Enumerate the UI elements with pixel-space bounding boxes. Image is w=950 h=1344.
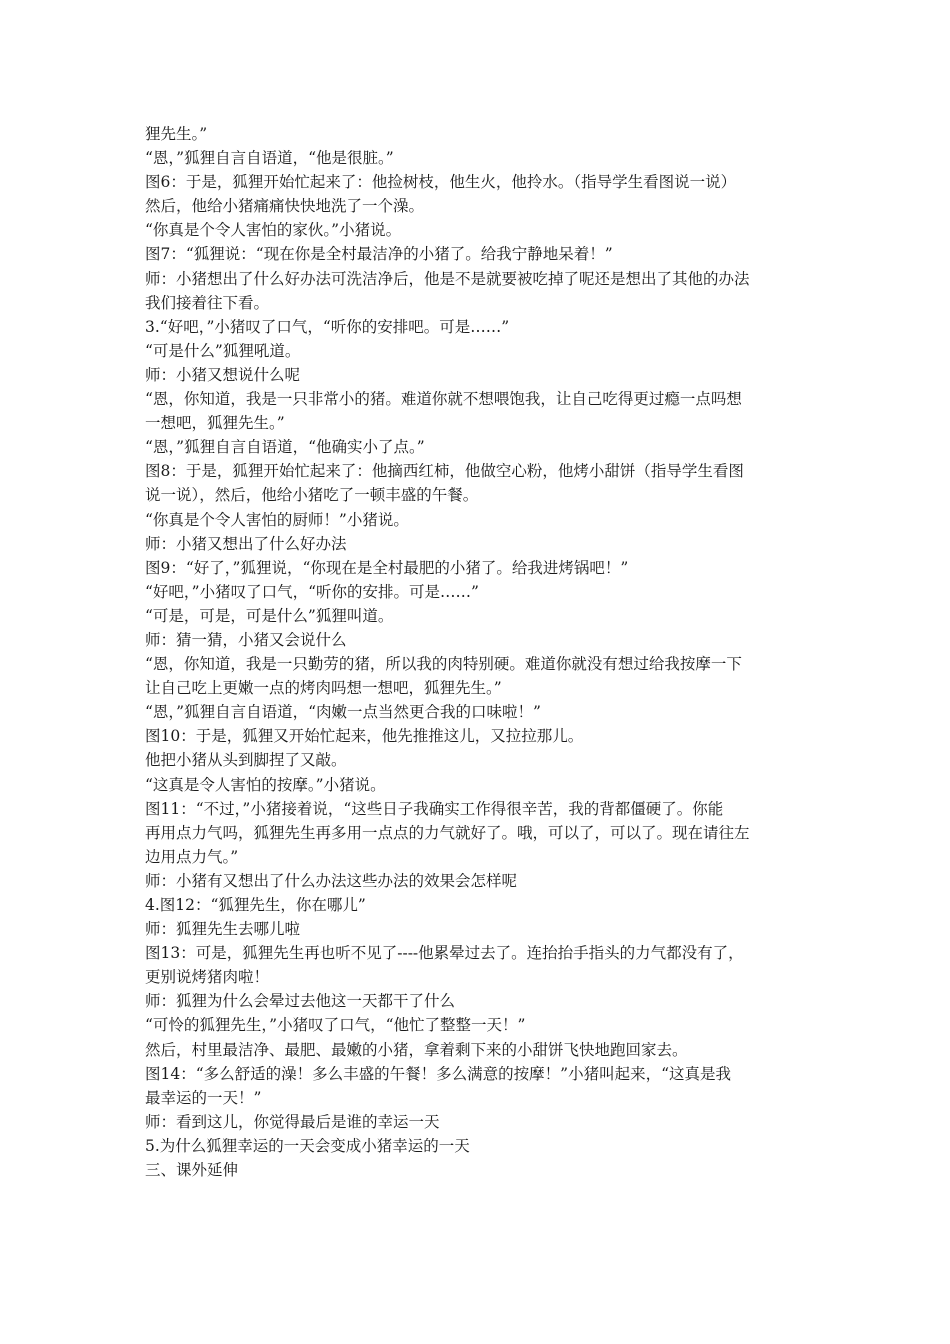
text-line: “恩，”狐狸自言自语道，“他是很脏。”	[145, 149, 394, 168]
text-line: 图9：“好了，”狐狸说，“你现在是全村最肥的小猪了。给我进烤锅吧！”	[145, 558, 629, 577]
text-line: 更别说烤猪肉啦！	[145, 968, 270, 987]
text-line: “恩，”狐狸自言自语道，“肉嫩一点当然更合我的口味啦！”	[145, 703, 541, 722]
text-line: 师：小猪有又想出了什么办法这些办法的效果会怎样呢	[145, 871, 518, 890]
text-line: 图13：可是，狐狸先生再也听不见了----他累晕过去了。连抬抬手指头的力气都没有了，	[145, 944, 744, 963]
text-line: 师：狐狸为什么会晕过去他这一天都干了什么	[145, 992, 456, 1011]
text-line: 说一说），然后，他给小猪吃了一顿丰盛的午餐。	[145, 486, 479, 505]
text-line: 3.“好吧，”小猪叹了口气，“听你的安排吧。可是……”	[145, 317, 510, 336]
text-line: “可是什么”狐狸吼道。	[145, 341, 301, 360]
text-line: 我们接着往下看。	[145, 293, 270, 312]
text-line: 图11：“不过，”小猪接着说，“这些日子我确实工作得很辛苦，我的背都僵硬了。你能	[145, 799, 724, 818]
text-line: 然后，他给小猪痛痛快快地洗了一个澡。	[145, 197, 425, 216]
text-line: “恩，”狐狸自言自语道，“他确实小了点。”	[145, 438, 425, 457]
text-line: “可是，可是，可是什么”狐狸叫道。	[145, 606, 394, 625]
text-line: 师：狐狸先生去哪儿啦	[145, 920, 301, 939]
text-line: 再用点力气吗，狐狸先生再多用一点点的力气就好了。哦，可以了，可以了。现在请往左	[145, 823, 750, 842]
text-line: 师：小猪又想出了什么好办法	[145, 534, 347, 553]
text-line: 边用点力气。”	[145, 847, 239, 866]
text-line: 5.为什么狐狸幸运的一天会变成小猪幸运的一天	[145, 1136, 470, 1155]
text-line: “这真是令人害怕的按摩。”小猪说。	[145, 775, 386, 794]
text-line: “可怜的狐狸先生，”小猪叹了口气，“他忙了整整一天！”	[145, 1016, 526, 1035]
text-line: 图6：于是，狐狸开始忙起来了：他捡树枝，他生火，他拎水。（指导学生看图说一说）	[145, 173, 737, 192]
text-line: 最幸运的一天！”	[145, 1088, 262, 1107]
text-line: 4.图12：“狐狸先生，你在哪儿”	[145, 896, 366, 914]
text-line: “恩，你知道，我是一只非常小的猪。难道你就不想喂饱我，让自己吃得更过瘾一点吗想	[145, 390, 742, 409]
text-line: “你真是个令人害怕的家伙。”小猪说。	[145, 221, 402, 240]
text-line: 一想吧，狐狸先生。”	[145, 414, 285, 433]
text-line: 图8：于是，狐狸开始忙起来了：他摘西红柿，他做空心粉，他烤小甜饼（指导学生看图	[145, 462, 744, 481]
text-line: “你真是个令人害怕的厨师！”小猪说。	[145, 510, 409, 529]
text-line: “恩，你知道，我是一只勤劳的猪，所以我的肉特别硬。难道你就没有想过给我按摩一下	[145, 655, 742, 674]
text-line: 图14：“多么舒适的澡！多么丰盛的午餐！多么满意的按摩！”小猪叫起来，“这真是我	[145, 1064, 731, 1083]
text-line: 师：小猪想出了什么好办法可洗洁净后，他是不是就要被吃掉了呢还是想出了其他的办法	[145, 269, 750, 288]
text-line: 师：小猪又想说什么呢	[145, 365, 301, 384]
text-line: 图10：于是，狐狸又开始忙起来，他先推推这儿，又拉拉那儿。	[145, 727, 584, 746]
text-line: 师：看到这儿，你觉得最后是谁的幸运一天	[145, 1112, 440, 1131]
text-line: “好吧，”小猪叹了口气，“听你的安排。可是……”	[145, 582, 479, 601]
text-line: 然后，村里最洁净、最肥、最嫩的小猪，拿着剩下来的小甜饼飞快地跑回家去。	[145, 1040, 688, 1059]
text-line: 图7：“狐狸说：“现在你是全村最洁净的小猪了。给我宁静地呆着！”	[145, 245, 613, 264]
document-body	[145, 122, 813, 1182]
text-line: 让自己吃上更嫩一点的烤肉吗想一想吧，狐狸先生。”	[145, 679, 502, 698]
section-heading: 三、课外延伸	[145, 1161, 239, 1180]
text-line: 他把小猪从头到脚捏了又敲。	[145, 751, 347, 770]
text-line: 师：猜一猜，小猪又会说什么	[145, 630, 347, 649]
text-line: 狸先生。”	[145, 125, 208, 143]
